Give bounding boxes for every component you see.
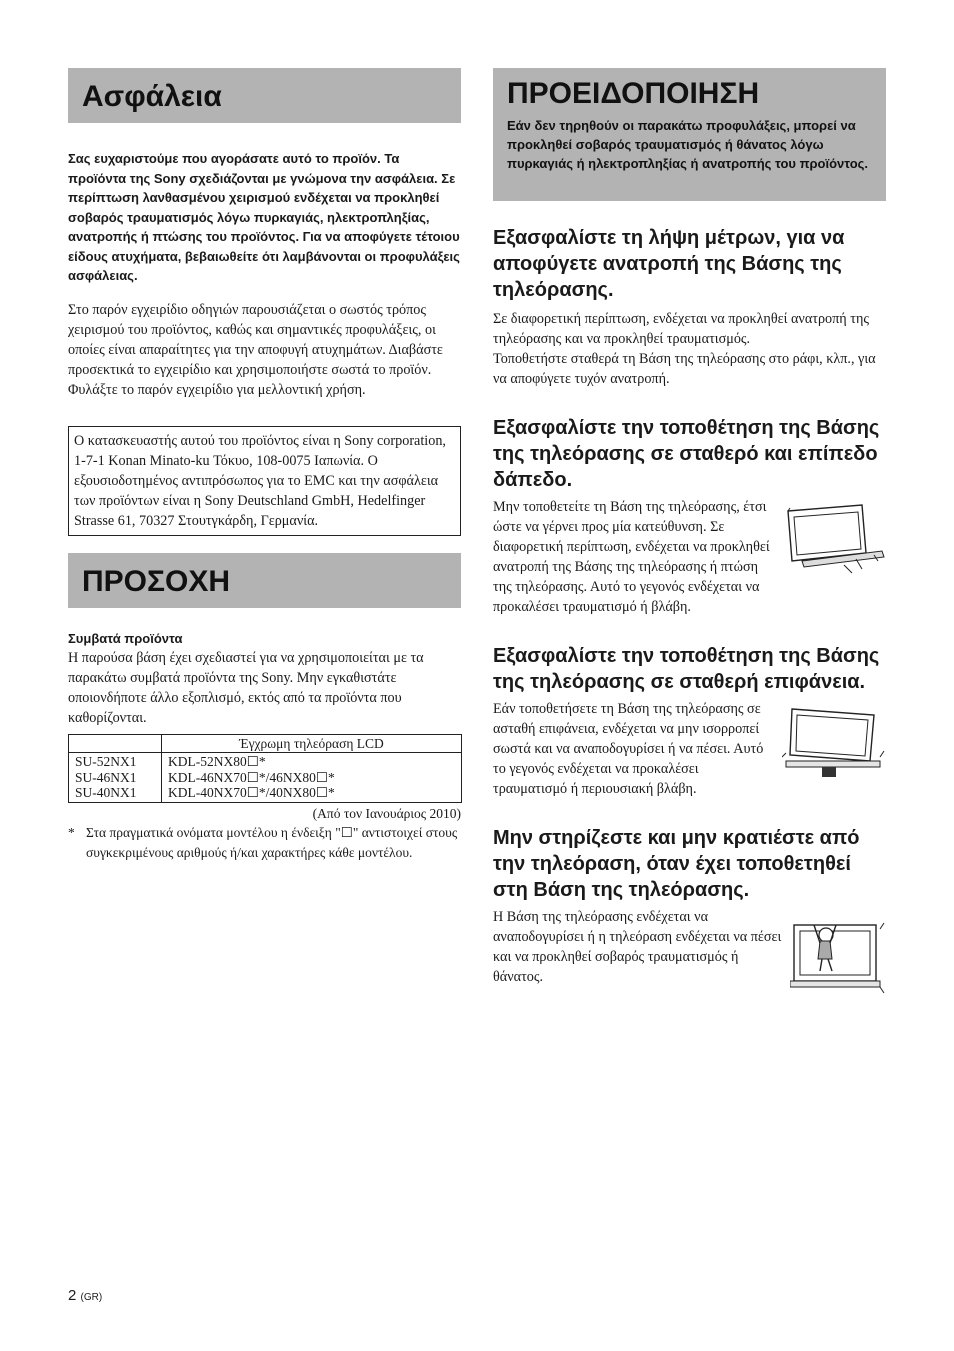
footnote-text: Στα πραγματικά ονόματα μοντέλου η ένδειξη "☐" αντιστοιχεί στους συγκεκριμένους αριθμούς ή/και χαρακτήρες κάθε μοντέλου. [86,824,458,860]
warning-title: ΠΡΟΕΙΔΟΠΟΙΗΣΗ [507,77,760,110]
section-text: Τοποθετήστε σταθερά τη Βάση της τηλεόρασης στο ράφι, κλπ., για να αποφύγετε τυχόν ανατροπή. [493,351,876,387]
manufacturer-box: Ο κατασκευαστής αυτού του προϊόντος είναι η Sony corporation, 1-7-1 Konan Minato-ku Τόκυο, 108-0075 Ιαπωνία. Ο εξουσιοδοτημένος αντιπρόσωπος για το EMC και την ασφάλεια των προϊόντων είναι η Sony Deutschland GmbH, Hedelfinger Strasse 61, 70327 Στουτγκάρδη, Γερμανία. [68,426,461,536]
warning-banner [493,68,886,201]
section-3-body [493,699,886,799]
stand-model: SU-52NX1 [75,754,137,769]
compat-heading: Συμβατά προϊόντα [68,630,183,646]
tilted-tv-illustration [782,503,886,579]
caution-title: ΠΡΟΣΟΧΗ [68,553,461,608]
page-language: (GR) [80,1292,103,1303]
right-column [493,68,886,995]
safety-intro-text: Στο παρόν εγχειρίδιο οδηγιών παρουσιάζεται ο σωστός τρόπος χειρισμού του προϊόντος, καθώς και σημαντικές προφυλάξεις, οι οποίες είναι απαραίτητες για την αποφυγή ατυχημάτων. Διαβάστε προσεκτικά το εγχειρίδιο και χρησιμοποιήστε σωστά το προϊόν. Φυλάξτε το παρόν εγχειρίδιο για μελλοντική χρήση. [68,301,443,398]
footnote-marker: * [68,824,75,840]
table-stands-cell [69,753,162,803]
section-heading: Μην στηρίζεστε και μην κρατιέστε από την τηλεόραση, όταν έχει τοποθετηθεί στη Βάση της τηλεόρασης. [493,827,860,901]
section-heading: Εξασφαλίστε τη λήψη μέτρων, για να αποφύγετε ανατροπή της Βάσης της τηλεόρασης. [493,227,845,301]
page-number [68,1287,102,1304]
as-of-date: (Από τον Ιανουάριος 2010) [312,805,461,821]
compat-text: Η παρούσα βάση έχει σχεδιαστεί για να χρησιμοποιείται με τα παρακάτω συμβατά προϊόντα της Sony. Μην εγκαθιστάτε οποιονδήποτε άλλο εξοπλισμό, εκτός από τα προϊόντα που καθορίζονται. [68,649,424,726]
footnote [68,823,461,863]
tv-model: KDL-40NX70☐*/40NX80☐* [168,785,335,800]
stand-model: SU-46NX1 [75,769,137,785]
section-4-body [493,907,886,987]
table-header-lcd: Έγχρωμη τηλεόραση LCD [162,734,462,753]
section-text: Εάν τοποθετήσετε τη Βάση της τηλεόρασης σε ασταθή επιφάνεια, ενδέχεται να μην ισορροπεί σωστά και να αναποδογυρίσει ή να πέσει. Αυτό το γεγονός ενδέχεται να προκαλέσει τραυματισμό ή περιουσιακή βλάβη. [493,701,764,797]
safety-title: Ασφάλεια [68,68,461,123]
section-text: Σε διαφορετική περίπτωση, ενδέχεται να προκληθεί ανατροπή της τηλεόρασης και να προκληθεί τραυματισμός. [493,311,869,347]
child-hanging-illustration [790,913,886,995]
section-text: Μην τοποθετείτε τη Βάση της τηλεόρασης, έτσι ώστε να γέρνει προς μία κατεύθυνση. Σε διαφορετική περίπτωση, ενδέχεται να προκληθεί ανατροπή της Βάσης της τηλεόρασης ή πτώση της τηλεόρασης. Αυτό το γεγονός ενδέχεται να προκαλέσει τραυματισμό ή βλάβη. [493,499,770,615]
safety-intro-bold: Σας ευχαριστούμε που αγοράσατε αυτό το προϊόν. Τα προϊόντα της Sony σχεδιάζονται με γνώμονα την ασφάλεια. Σε περίπτωση λανθασμένου χειρισμού ενδέχεται να προκληθεί σοβαρός τραυματισμός λόγω πυρκαγιάς, ηλεκτροπληξίας, ανατροπής ή πτώσης του προϊόντος. Για να αποφύγετε τέτοιου είδους ατυχήματα, βεβαιωθείτε ότι λαμβάνονται οι προφυλάξεις ασφάλειας. [68,151,460,283]
tv-model: KDL-52NX80☐* [168,754,266,769]
section-2-body [493,497,886,617]
section-heading: Εξασφαλίστε την τοποθέτηση της Βάσης της τηλεόρασης σε σταθερό και επίπεδο δάπεδο. [493,417,880,491]
section-text: Η Βάση της τηλεόρασης ενδέχεται να αναποδογυρίσει ή η τηλεόραση ενδέχεται να πέσει και να προκληθεί σοβαρός τραυματισμός ή θάνατος. [493,909,782,985]
section-heading: Εξασφαλίστε την τοποθέτηση της Βάσης της τηλεόρασης σε σταθερή επιφάνεια. [493,645,880,693]
stand-model: SU-40NX1 [75,785,137,800]
compat-table [68,734,462,803]
left-column [68,68,461,863]
tv-model: KDL-46NX70☐*/46NX80☐* [168,769,335,785]
warning-text: Εάν δεν τηρηθούν οι παρακάτω προφυλάξεις, μπορεί να προκληθεί σοβαρός τραυματισμός ή θάνατος λόγω πυρκαγιάς ή ηλεκτροπληξίας ή ανατροπής του προϊόντος. [507,118,869,171]
page-number-value: 2 [68,1287,77,1304]
table-corner-cell [69,734,162,753]
unstable-surface-illustration [782,705,886,781]
table-tvs-cell [162,753,462,803]
